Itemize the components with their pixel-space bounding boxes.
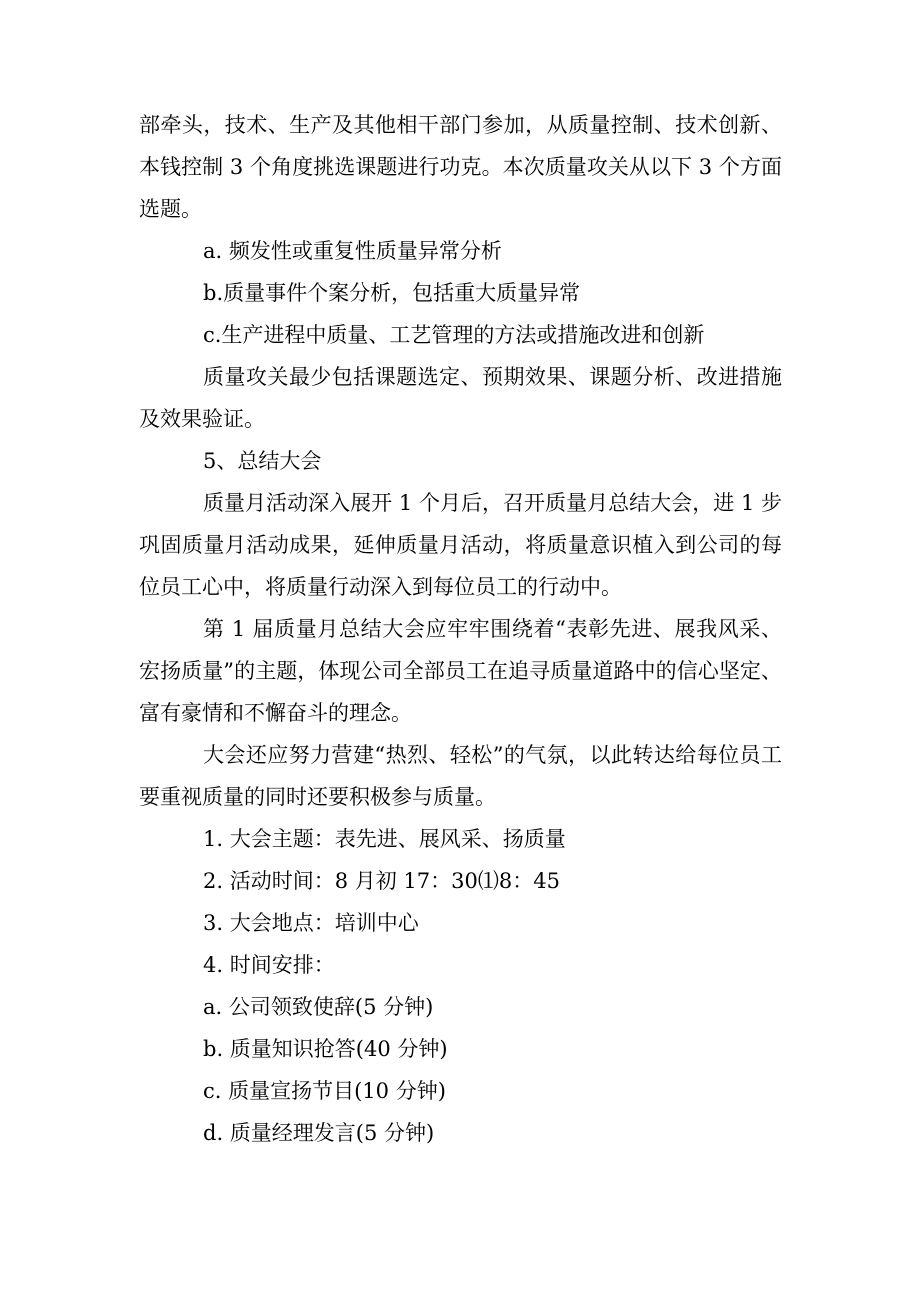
list-item-b-case-analysis: b.质量事件个案分析，包括重大质量异常: [203, 281, 581, 305]
schedule-item-d: d. 质量经理发言(5 分钟): [203, 1121, 435, 1145]
schedule-item-a: a. 公司领致使辞(5 分钟): [203, 995, 434, 1019]
list-item-1-meeting-theme: 1. 大会主题：表先进、展风采、扬质量: [203, 827, 566, 851]
document-body: [139, 104, 782, 1154]
schedule-item-c: c. 质量宣扬节目(10 分钟): [203, 1079, 446, 1103]
section-heading-summary-meeting: 5、总结大会: [203, 449, 322, 473]
paragraph-meeting-theme: 第 1 届质量月总结大会应牢牢围绕着“表彰先进、展我风采、宏扬质量”的主题，体现公司全部员工在追寻质量道路中的信心坚定、富有豪情和不懈奋斗的理念。: [139, 617, 782, 725]
paragraph-topic-selection: 部牵头，技术、生产及其他相干部门参加，从质量控制、技术创新、本钱控制 3 个角度挑选课题进行功克。本次质量攻关从以下 3 个方面选题。: [139, 113, 782, 221]
list-item-c-process-improvement: c.生产进程中质量、工艺管理的方法或措施改进和创新: [203, 323, 705, 347]
list-item-2-activity-time: 2. 活动时间：8 月初 17：30⑴8：45: [203, 869, 560, 893]
paragraph-summary-meeting-intro: 质量月活动深入展开 1 个月后，召开质量月总结大会，进 1 步巩固质量月活动成果，延伸质量月活动，将质量意识植入到公司的每位员工心中，将质量行动深入到每位员工的行动中。: [139, 491, 782, 599]
list-item-4-schedule: 4. 时间安排：: [203, 953, 335, 977]
list-item-a-frequent-issues: a. 频发性或重复性质量异常分析: [203, 239, 502, 263]
paragraph-quality-tackling: 质量攻关最少包括课题选定、预期效果、课题分析、改进措施及效果验证。: [139, 365, 782, 431]
list-item-3-meeting-location: 3. 大会地点：培训中心: [203, 911, 419, 935]
paragraph-meeting-atmosphere: 大会还应努力营建“热烈、轻松”的气氛，以此转达给每位员工要重视质量的同时还要积极参与质量。: [139, 743, 782, 809]
schedule-item-b: b. 质量知识抢答(40 分钟): [203, 1037, 448, 1061]
